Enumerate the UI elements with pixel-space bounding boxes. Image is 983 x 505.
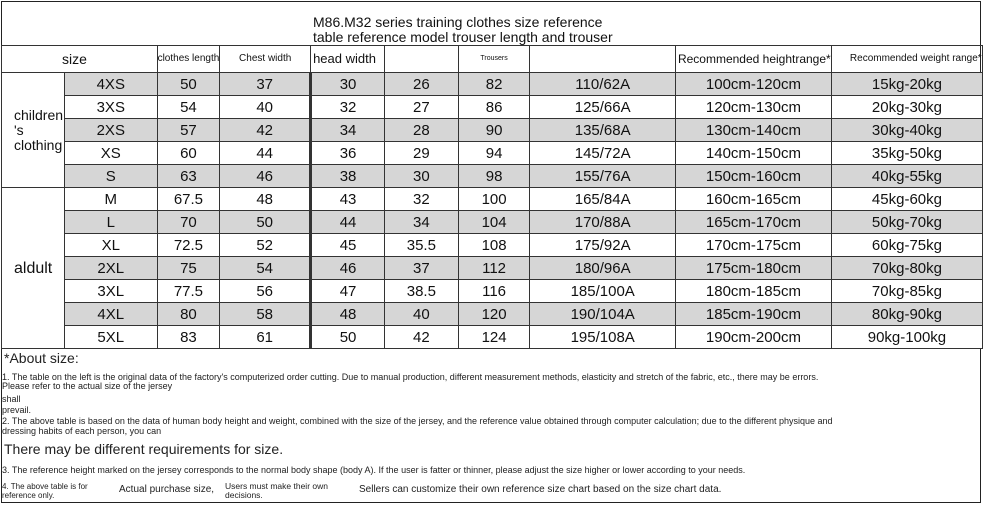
note-1-line-4: prevail. bbox=[2, 405, 32, 415]
weight-range-cell: 50kg-70kg bbox=[831, 211, 982, 234]
chest-width-cell: 37 bbox=[220, 73, 311, 96]
measure-cell: 37 bbox=[385, 257, 459, 280]
head-width-cell: 32 bbox=[311, 96, 385, 119]
head-width-cell: 44 bbox=[311, 211, 385, 234]
table-row bbox=[2, 73, 983, 96]
size-cell: 5XL bbox=[64, 326, 157, 349]
trousers-cell: 104 bbox=[458, 211, 530, 234]
weight-range-cell: 80kg-90kg bbox=[831, 303, 982, 326]
size-cell: 2XS bbox=[64, 119, 157, 142]
clothes-length-cell: 67.5 bbox=[157, 188, 220, 211]
head-width-cell: 38 bbox=[311, 165, 385, 188]
note-3: 3. The reference height marked on the jersey corresponds to the normal body shape (body A). If the user is fatter or thinner, please adjust the size higher or lower according to your needs. bbox=[2, 465, 746, 475]
weight-range-cell: 35kg-50kg bbox=[831, 142, 982, 165]
model-cell: 185/100A bbox=[530, 280, 676, 303]
trousers-cell: 112 bbox=[458, 257, 530, 280]
trousers-cell: 124 bbox=[458, 326, 530, 349]
table-row bbox=[2, 211, 983, 234]
size-cell: 4XL bbox=[64, 303, 157, 326]
trousers-cell: 98 bbox=[458, 165, 530, 188]
group-adult: aldult bbox=[2, 188, 65, 349]
measure-cell: 27 bbox=[385, 96, 459, 119]
clothes-length-cell: 57 bbox=[157, 119, 220, 142]
model-header bbox=[530, 46, 676, 73]
size-cell: 4XS bbox=[64, 73, 157, 96]
weight-range-cell: 60kg-75kg bbox=[831, 234, 982, 257]
trousers-cell: 100 bbox=[458, 188, 530, 211]
height-range-cell: 160cm-165cm bbox=[675, 188, 831, 211]
note-1-line-1: 1. The table on the left is the original data of the factory's computerized order cutting. Due to manual production, different measurement methods, elasticity and stretch of the fabric, etc., there may be errors. bbox=[2, 372, 819, 382]
clothes-length-cell: 63 bbox=[157, 165, 220, 188]
size-header: size bbox=[2, 46, 158, 73]
note-2-line-1: 2. The above table is based on the data of human body height and weight, combined with the size of the jersey, and the reference value obtained through computer calculation; due to the different physique and bbox=[2, 416, 833, 426]
chest-width-header: Chest width bbox=[220, 46, 311, 73]
table-row bbox=[2, 257, 983, 280]
head-width-header: head width bbox=[311, 46, 385, 73]
chart-title bbox=[313, 15, 673, 45]
trousers-cell: 120 bbox=[458, 303, 530, 326]
clothes-length-cell: 77.5 bbox=[157, 280, 220, 303]
note-1-line-2: Please refer to the actual size of the jersey bbox=[2, 381, 173, 391]
clothes-length-cell: 75 bbox=[157, 257, 220, 280]
note-4-part-4: Sellers can customize their own reference size chart based on the size chart data. bbox=[359, 484, 722, 495]
chest-width-cell: 61 bbox=[220, 326, 311, 349]
weight-range-cell: 20kg-30kg bbox=[831, 96, 982, 119]
measure-cell: 32 bbox=[385, 188, 459, 211]
height-range-cell: 190cm-200cm bbox=[675, 326, 831, 349]
height-range-cell: 180cm-185cm bbox=[675, 280, 831, 303]
weight-range-cell: 40kg-55kg bbox=[831, 165, 982, 188]
model-cell: 165/84A bbox=[530, 188, 676, 211]
size-cell: 3XS bbox=[64, 96, 157, 119]
head-width-cell: 45 bbox=[311, 234, 385, 257]
height-range-cell: 130cm-140cm bbox=[675, 119, 831, 142]
size-cell: S bbox=[64, 165, 157, 188]
head-width-cell: 43 bbox=[311, 188, 385, 211]
trousers-cell: 116 bbox=[458, 280, 530, 303]
blank-header bbox=[385, 46, 459, 73]
size-cell: 3XL bbox=[64, 280, 157, 303]
trousers-cell: 90 bbox=[458, 119, 530, 142]
model-cell: 170/88A bbox=[530, 211, 676, 234]
size-cell: L bbox=[64, 211, 157, 234]
note-4-part-2: Actual purchase size, bbox=[119, 484, 215, 495]
recommended-height-header: Recommended heightrange* bbox=[675, 46, 831, 73]
clothes-length-cell: 80 bbox=[157, 303, 220, 326]
weight-range-cell: 70kg-85kg bbox=[831, 280, 982, 303]
title-line-2: table reference model trouser length and trouser bbox=[313, 29, 613, 45]
weight-range-cell: 45kg-60kg bbox=[831, 188, 982, 211]
note-requirements: There may be different requirements for size. bbox=[4, 441, 284, 457]
table-row bbox=[2, 303, 983, 326]
group-children: children 's clothing bbox=[2, 73, 65, 188]
measure-cell: 40 bbox=[385, 303, 459, 326]
note-1-line-3: shall bbox=[2, 394, 21, 404]
height-range-cell: 170cm-175cm bbox=[675, 234, 831, 257]
measure-cell: 38.5 bbox=[385, 280, 459, 303]
height-range-cell: 120cm-130cm bbox=[675, 96, 831, 119]
size-cell: 2XL bbox=[64, 257, 157, 280]
clothes-length-cell: 60 bbox=[157, 142, 220, 165]
trousers-cell: 82 bbox=[458, 73, 530, 96]
model-cell: 145/72A bbox=[530, 142, 676, 165]
height-range-cell: 175cm-180cm bbox=[675, 257, 831, 280]
head-width-cell: 30 bbox=[311, 73, 385, 96]
trousers-cell: 108 bbox=[458, 234, 530, 257]
title-line-1: M86.M32 series training clothes size reference bbox=[313, 14, 603, 30]
table-row bbox=[2, 234, 983, 257]
table-row bbox=[2, 165, 983, 188]
weight-range-cell: 30kg-40kg bbox=[831, 119, 982, 142]
size-table bbox=[1, 45, 983, 349]
model-cell: 155/76A bbox=[530, 165, 676, 188]
weight-range-cell: 90kg-100kg bbox=[831, 326, 982, 349]
model-cell: 190/104A bbox=[530, 303, 676, 326]
chest-width-cell: 42 bbox=[220, 119, 311, 142]
height-range-cell: 185cm-190cm bbox=[675, 303, 831, 326]
size-cell: XS bbox=[64, 142, 157, 165]
measure-cell: 28 bbox=[385, 119, 459, 142]
trousers-cell: 86 bbox=[458, 96, 530, 119]
chest-width-cell: 44 bbox=[220, 142, 311, 165]
chest-width-cell: 40 bbox=[220, 96, 311, 119]
measure-cell: 35.5 bbox=[385, 234, 459, 257]
weight-range-cell: 70kg-80kg bbox=[831, 257, 982, 280]
trousers-cell: 94 bbox=[458, 142, 530, 165]
measure-cell: 42 bbox=[385, 326, 459, 349]
model-cell: 125/66A bbox=[530, 96, 676, 119]
table-row bbox=[2, 188, 983, 211]
measure-cell: 34 bbox=[385, 211, 459, 234]
chest-width-cell: 54 bbox=[220, 257, 311, 280]
clothes-length-cell: 72.5 bbox=[157, 234, 220, 257]
note-4-part-1: 4. The above table is for reference only. bbox=[2, 482, 88, 500]
head-width-cell: 46 bbox=[311, 257, 385, 280]
clothes-length-header: clothes length bbox=[157, 46, 220, 73]
model-cell: 195/108A bbox=[530, 326, 676, 349]
clothes-length-cell: 83 bbox=[157, 326, 220, 349]
table-row bbox=[2, 142, 983, 165]
clothes-length-cell: 50 bbox=[157, 73, 220, 96]
measure-cell: 26 bbox=[385, 73, 459, 96]
head-width-cell: 50 bbox=[311, 326, 385, 349]
model-cell: 110/62A bbox=[530, 73, 676, 96]
model-cell: 135/68A bbox=[530, 119, 676, 142]
chest-width-cell: 58 bbox=[220, 303, 311, 326]
head-width-cell: 47 bbox=[311, 280, 385, 303]
size-cell: M bbox=[64, 188, 157, 211]
height-range-cell: 100cm-120cm bbox=[675, 73, 831, 96]
head-width-cell: 48 bbox=[311, 303, 385, 326]
chest-width-cell: 50 bbox=[220, 211, 311, 234]
height-range-cell: 165cm-170cm bbox=[675, 211, 831, 234]
note-2-line-2: dressing habits of each person, you can bbox=[2, 426, 162, 436]
clothes-length-cell: 54 bbox=[157, 96, 220, 119]
height-range-cell: 150cm-160cm bbox=[675, 165, 831, 188]
size-cell: XL bbox=[64, 234, 157, 257]
chest-width-cell: 48 bbox=[220, 188, 311, 211]
model-cell: 180/96A bbox=[530, 257, 676, 280]
about-size-heading: *About size: bbox=[4, 350, 79, 366]
measure-cell: 29 bbox=[385, 142, 459, 165]
head-width-cell: 36 bbox=[311, 142, 385, 165]
clothes-length-cell: 70 bbox=[157, 211, 220, 234]
head-width-cell: 34 bbox=[311, 119, 385, 142]
model-cell: 175/92A bbox=[530, 234, 676, 257]
chest-width-cell: 46 bbox=[220, 165, 311, 188]
chest-width-cell: 56 bbox=[220, 280, 311, 303]
trousers-header: Trousers bbox=[458, 46, 530, 73]
table-row bbox=[2, 326, 983, 349]
note-4-part-3: Users must make their own decisions. bbox=[225, 481, 328, 500]
weight-range-cell: 15kg-20kg bbox=[831, 73, 982, 96]
recommended-weight-header: Recommended weight range* bbox=[831, 46, 982, 73]
chest-width-cell: 52 bbox=[220, 234, 311, 257]
measure-cell: 30 bbox=[385, 165, 459, 188]
table-row bbox=[2, 119, 983, 142]
height-range-cell: 140cm-150cm bbox=[675, 142, 831, 165]
table-row bbox=[2, 280, 983, 303]
table-row bbox=[2, 96, 983, 119]
